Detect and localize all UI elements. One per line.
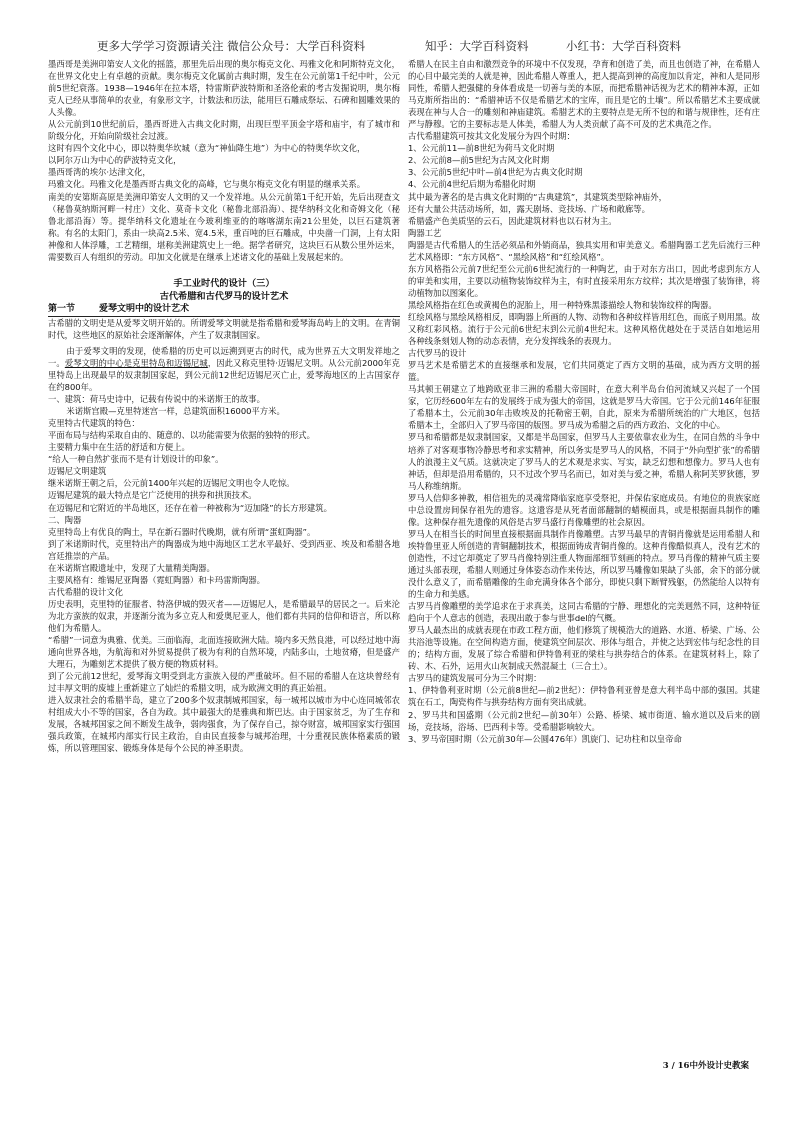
- paragraph: 古罗马肖像雕塑的美学追求在于求真美，这同古希腊的宁静、理想化的完美迥然不同，这种特征趋向于个人意志的创造，表现出敢于参与世事del的气概。: [408, 601, 760, 624]
- paragraph: 到了公元前12世纪，爱琴海文明受到北方蛮族入侵的严重破坏。但不屈的希腊人在这块曾经有过丰厚文明的废墟上重新建立了灿烂的希腊文明，成为欧洲文明的真正始祖。: [48, 671, 400, 694]
- paragraph: 3、公元前5世纪中叶—前4世纪为古典文化时期: [408, 167, 583, 178]
- paragraph: 从公元前到10世纪前后，墨西哥进入古典文化时期，出现巨型平顶金字塔和庙宇，有了城市和阶级分化，开始向阶级社会过渡。: [48, 119, 400, 142]
- paragraph: 这时有四个文化中心，即以特奥华坎城（意为“神仙降生地”）为中心的特奥华坎文化，: [48, 143, 366, 154]
- paragraph: 红绘风格与黑绘风格相反，即陶器上所画的人物、动物和各种纹样皆用红色，而底子则用黑。故又称红彩风格。流行于公元前6世纪末到公元前4世纪末。这种风格优越处在于灵活自如地运用各种线条刻划人物的动态表情，充分发挥线条的表现力。: [408, 311, 760, 347]
- paragraph: [48, 345, 400, 393]
- paragraph: 迈锡尼文明建筑: [48, 466, 107, 477]
- paragraph: 陶器工艺: [408, 227, 442, 238]
- paragraph: 希腊人在民主自由和激烈竞争的环境中不仅发现，孕育和创造了美，而且也创造了神，在希腊人的心目中最完美的人就是神，因此希腊人尊重人，把人提高到神的高度加以肯定，神和人是同形同性，希腊人把强健的身体看成是一切善与美的本原，而把希腊神话视为艺术的精神本源，正如马克斯所指出的：“希腊神话不仅是希腊艺术的宝库，而且是它的土壤”。所以希腊艺术主要成就表现在神与人合一的雕刻和神庙建筑。希腊艺术的主要特点是无所不包的和谐与规律性，还有庄严与静穆。它的主要标志是人体美，希腊人为人类贡献了高不可及的艺术典范之作。: [408, 59, 760, 130]
- paragraph: 米诺斯宫殿—克里特迷宫一样，总建筑面积16000平方米。: [66, 406, 285, 417]
- paragraph: 希腊盛产色美质坚的云石，因此建筑材料也以石材为主。: [408, 215, 617, 226]
- paragraph: 古代罗马的设计: [408, 348, 467, 359]
- left-column: [48, 58, 400, 754]
- paragraph: 其中最为著名的是古典文化时期的“古典建筑”，其建筑类型除神庙外，: [408, 191, 667, 202]
- chapter-subtitle: 古代希腊和古代罗马的设计艺术: [159, 290, 289, 302]
- paragraph: 主要精力集中在生活的舒适和方便上。: [48, 442, 190, 453]
- paragraph: 1、公元前11—前8世纪为荷马文化时期: [408, 143, 555, 154]
- paragraph: 南美的安第斯高原是美洲印第安人文明的又一个发祥地。从公元前第1千纪开始，先后出现查文（秘鲁莫纳斯河畔一村庄）文化、莫奇卡文化（秘鲁北部沿海）、提华纳科文化和奇姆文化（秘鲁北部沿海）等。提华纳科文化遗址在今玻利维亚的的喀喀湖东南21公里处，以巨石建筑著称。有名的太阳门，系由一块高2.5米、宽4.5米，重百吨的巨石雕成，中央凿一门洞，上有太阳神像和人体浮雕，工艺精细，堪称美洲建筑史上一绝。据学者研究，这块巨石从数公里外运来，需要数百人有组织的劳动。印加文化就是在继承上述诸文化的基础上发展起来的。: [48, 191, 400, 262]
- paragraph: 在迈锡尼和它附近的半岛地区，还存在着一种被称为“迈加隆”的长方形建筑。: [48, 502, 332, 513]
- paragraph: 东方风格指公元前7世纪至公元前6世纪流行的一种陶艺，由于对东方出口，因此考虑到东方人的审美和实用，主要以动植物装饰纹样为主，有时直接采用东方纹样；其次是增强了装饰律，将动植物加以图案化。: [408, 263, 760, 298]
- paragraph: 2、罗马共和国盛期（公元前2世纪—前30年）公路、桥梁、城市街道、输水道以及后来的剧场，竞技场，浴场、巴西利卡等。受希腊影响较大。: [408, 709, 760, 732]
- paragraph: 一、建筑：荷马史诗中，记载有传说中的米诺斯王的故事。: [48, 394, 265, 405]
- paragraph: “希腊”一词意为典雅、优美。三面临海，北面连接欧洲大陆。境内多天然良港，可以经过地中海通向世界各地，为航海和对外贸易提供了极为有利的自然环境，内陆多山，土地贫瘠，但是盛产大理石，为雕刻艺术提供了极方便的物质材料。: [48, 635, 400, 670]
- paragraph: 罗马和希腊都是奴隶制国家，又都是半岛国家，但罗马人主要依靠农业为生，在同自然的斗争中培养了对客观事物冷静思考和求实精神，所以务实是罗马人的风格，不同于“外向型扩张”的希腊人的浪漫主义气质。这就决定了罗马人的艺术观是求实、写实，缺乏幻想和想像力。罗马人也有神话，但却是沿用希腊的，只不过改个罗马名而已，如对美与爱之神，希腊人称阿芙罗狄德，罗马人称维纳斯。: [408, 432, 760, 491]
- paragraph: 3、罗马帝国时期（公元前30年—公圆476年）凯旋门、记功柱和以皇帝命: [408, 733, 682, 744]
- paragraph: 进入奴隶社会的希腊半岛，建立了200多个奴隶制城邦国家，每一城邦以城市为中心连同城邻农村组成大小不等的国家，各自为政。其中最强大的是雅典和斯巴达。由于国家贫乏，为了生存和发展，各城邦国家之间不断发生战争，弱肉强食，为了保存自己，掠夺财富，城邦国家实行强国强兵政策，在城邦内部实行民主政治，自由民直接参与城邦治理，十分重视民族体格素质的锻炼，所以管理国家、锻炼身体是每个公民的神圣职责。: [48, 695, 400, 754]
- header-left-text: 更多大学学习资源请关注 微信公众号：大学百科资料: [97, 39, 366, 53]
- header-middle-text: 知乎：大学百科资料: [425, 39, 529, 53]
- paragraph: 墨西哥湾的埃尔·达津文化，: [48, 167, 151, 178]
- section-heading: [48, 303, 400, 317]
- paragraph: 4、公元前4世纪后期为希腊化时期: [408, 179, 536, 190]
- paragraph: 到了米诺斯时代，克里特出产的陶器成为地中海地区工艺水平最好、受到西亚、埃及和希腊各地宫廷推崇的产品。: [48, 538, 400, 561]
- underlined-text: 爱琴文明的中心是克里特岛和迈锡尼城: [64, 357, 208, 368]
- paragraph: 在米诺斯宫殿遗址中，发现了大量精美陶器。: [48, 562, 215, 573]
- paragraph: 古代希腊建筑可按其文化发展分为四个时期：: [408, 131, 575, 142]
- paragraph: 玛雅文化。玛雅文化是墨西哥古典文化的高峰，它与奥尔梅克文化有明显的继承关系。: [48, 179, 366, 190]
- page-number: 3 / 16: [662, 1061, 690, 1071]
- section-number: 第一节: [48, 303, 76, 314]
- paragraph: 陶器是古代希腊人的生活必须品和外销商品，独具实用和审美意义。希腊陶器工艺先后流行三种艺术风格即：“东方风格”、“黑绘风格”和“红绘风格”。: [408, 239, 760, 262]
- page-header: [0, 38, 793, 56]
- paragraph: 历史表明，克里特的征服者、特洛伊城的毁灭者——迈锡尼人，是希腊最早的居民之一。后来沦为北方蛮族的奴隶，并逐渐分流为多立克人和爱奥尼亚人，他们都有共同的信仰和语言，所以称他们为希腊人。: [48, 598, 400, 633]
- paragraph: 古罗马的建筑发展可分为三个时期：: [408, 673, 542, 684]
- paragraph: 平面布局与结构采取自由的、随意的、以功能需要为依据的独特的形式。: [48, 430, 315, 441]
- paragraph: 继米诺斯王朝之后，公元前1400年兴起的迈锡尼文明也令人吃惊。: [48, 478, 295, 489]
- paragraph: 二、陶器: [48, 514, 82, 525]
- paragraph-tail: ，因此又称克里特·迈锡尼文明。从公元前2000年克里特岛上出现最早的奴隶制国家起，到公元前12世纪迈锡尼灭亡止，爱琴海地区的上古国家存在约800年。: [48, 357, 401, 393]
- paragraph: 罗马人在相当长的时间里直接根据面具制作肖像雕塑。古罗马最早的青铜肖像就是运用希腊人和埃特鲁里亚人所创造的青铜翻制技术，根据面铸成青铜肖像的。这种肖像酷似真人，没有艺术的创造性，不过它却奠定了罗马肖像特别注重人物面部细节刻画的特点。罗马肖像的精神气质主要通过头部表现，希腊人则通过身体姿态动作来传达，所以罗马雕像如果缺了头部，余下的部分就没什么意义了，而希腊雕像的生命充满身体各个部分，即使只剩下断臂残躯，仍然能给人以特有的生命力和美感。: [408, 528, 760, 600]
- footer-label: 中外设计史教案: [689, 1061, 749, 1071]
- paragraph: 还有大量公共活动场所，如，露天剧场、竞技场、广场和敞廊等。: [408, 203, 650, 214]
- paragraph: 古希腊的文明史是从爱琴文明开始的。所谓爱琴文明就是指希腊和爱琴海岛屿上的文明。在青铜时代，这些地区的原始社会逐渐解体，产生了奴隶制国家。: [48, 317, 400, 340]
- paragraph: 罗马艺术是希腊艺术的直接继承和发展，它们共同奠定了西方文明的基础，成为西方文明的摇篮。: [408, 360, 760, 383]
- section-title: 爱琴文明中的设计艺术: [99, 303, 190, 314]
- paragraph-lead: 由于爱琴文明的发现，使希腊的历史可以远溯到更古的时代，成为世界五大文明发祥地之一。: [48, 345, 400, 368]
- paragraph: 黑绘风格指在红色或黄褐色的泥胎上，用一种特殊黑漆描绘人物和装饰纹样的陶器。: [408, 299, 717, 310]
- paragraph: 罗马人信仰多神教，相信祖先的灵魂常降临家庭享受祭祀，并保佑家庭成员。有地位的贵族家庭中总设置房间保存祖先的遗容。这遗容是从死者面部翻制的蜡模面具，或是根据面具制作的雕像。这种保存祖先遗像的风俗是古罗马盛行肖像雕塑的社会原因。: [408, 492, 760, 527]
- header-right-text: 小红书：大学百科资料: [566, 39, 681, 53]
- paragraph: 克里特岛上有优良的陶土，早在新石器时代晚期，就有所谓“蛋虹陶器”。: [48, 526, 316, 537]
- paragraph: 克里特古代建筑的特色：: [48, 418, 140, 429]
- paragraph: 墨西哥是美洲印第安人文化的摇篮，那里先后出现的奥尔梅克文化、玛雅文化和阿斯特克文化，在世界文化史上有卓越的贡献。奥尔梅克文化属前古典时期，发生在公元前第1千纪中叶，公元前5世纪衰落。1938—1946年在拉本塔，特雷斯萨波特斯和圣洛伦索的考古发掘说明，奥尔梅克人已经从事简单的农业，有象形文字，计数法和历法，能用巨石雕成祭坛、石碑和圆雕效果的人头像。: [48, 59, 400, 118]
- paragraph: 罗马人最杰出的成就表现在市政工程方面，他们修筑了规模浩大的道路、水道、桥梁、广场、公共浴池等设施。在空间构造方面，使建筑空间层次、形体与组合，并使之达到宏伟与纪念性的目的；结构方面，发展了综合希腊和伊特鲁利亚的梁柱与拱券结合的体系。在建筑材料上，除了砖、木、石外，运用火山灰制成天然混凝土（三合土）。: [408, 625, 760, 672]
- paragraph: 以阿尔万山为中心的萨波特克文化，: [48, 155, 182, 166]
- paragraph: 主要风格有：维锡尼亚陶器（霓虹陶器）和卡玛雷斯陶器。: [48, 574, 265, 585]
- paragraph: “给人一种自然扩张而不是有计划设计的印象”。: [48, 454, 224, 465]
- right-column: [408, 58, 760, 745]
- chapter-title: 手工业时代的设计（三）: [173, 277, 275, 289]
- paragraph: 1、伊特鲁利亚时期（公元前8世纪—前2世纪）：伊特鲁利亚曾是意大利半岛中部的强国。其建筑在石工，陶瓷构件与拱券结构方面有突出成就。: [408, 685, 760, 708]
- paragraph: 2、公元前8—前5世纪为古风文化时期: [408, 155, 550, 166]
- paragraph: 马其顿王朝建立了地跨欧亚非三洲的希腊大帝国时，在意大利半岛台伯河流域又兴起了一个国家，它历经600年左右的发展终于成为强大的帝国，这就是罗马大帝国。它于公元前146年征服了希腊本土，公元前30年击败埃及的托勒密王朝，自此，原来为希腊所统治的广大地区，包括希腊本土，全部归入了罗马帝国的版图。罗马成为希腊之后的西方政治、文化的中心。: [408, 384, 760, 431]
- paragraph: 古代希腊的设计文化: [48, 586, 124, 597]
- page-footer: [663, 1059, 749, 1071]
- paragraph: 迈锡尼建筑的最大特点是它广泛使用的拱券和拱顶技术。: [48, 490, 257, 501]
